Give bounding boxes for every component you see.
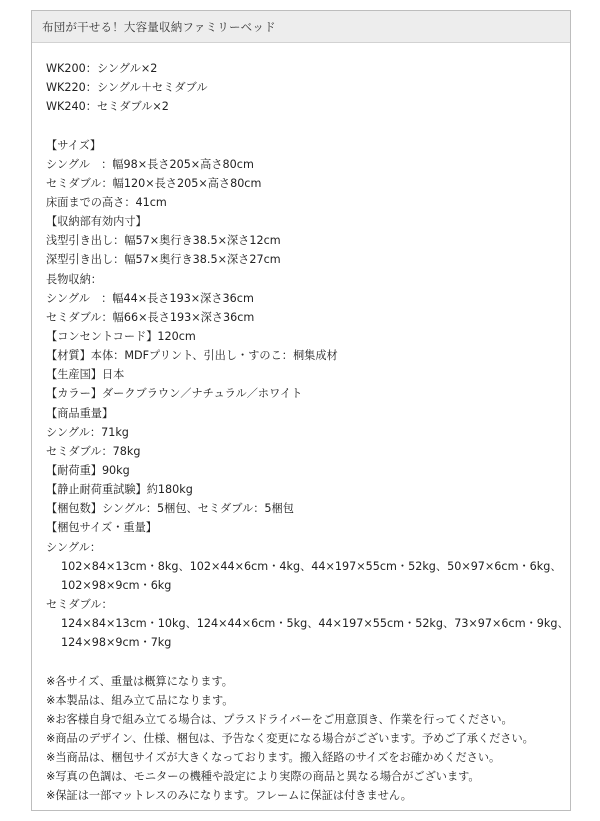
spec-static-load: 【静止耐荷重試験】約180kg <box>46 483 193 497</box>
notes-list <box>46 672 570 806</box>
spec-heading-package: 【梱包サイズ・重量】 <box>46 521 157 535</box>
spec-color: 【カラー】ダークブラウン／ナチュラル／ホワイト <box>46 387 303 401</box>
panel-header <box>32 11 570 43</box>
model-line: WK240：セミダブル×2 <box>46 100 169 114</box>
model-line: WK200：シングル×2 <box>46 62 158 75</box>
spec-package-count: 【梱包数】シングル：5梱包、セミダブル：5梱包 <box>46 502 294 516</box>
note-line: ※本製品は、組み立て品になります。 <box>46 693 234 707</box>
spec-line: セミダブル：幅120×長さ205×高さ80cm <box>46 176 262 190</box>
package-semi-line: 124×98×9cm・7kg <box>61 636 172 650</box>
package-semi-line: 124×84×13cm・10kg、124×44×6cm・5kg、44×197×55cm・52kg、73×97×6cm・9kg、 <box>61 617 569 631</box>
spacer <box>46 116 570 135</box>
spec-material: 【材質】本体：MDFプリント、引出し・すのこ：桐集成材 <box>46 349 338 363</box>
package-list <box>46 538 570 653</box>
spec-line: セミダブル：幅66×長さ193×深さ36cm <box>46 310 255 324</box>
package-single-label: シングル： <box>46 540 102 554</box>
panel-title: 布団が干せる！大容量収納ファミリーベッド <box>42 19 276 34</box>
package-single-line: 102×98×9cm・6kg <box>61 578 172 592</box>
spec-list <box>46 136 570 538</box>
spec-line: シングル ：幅44×長さ193×深さ36cm <box>46 291 254 305</box>
spec-line: 長物収納： <box>46 272 102 286</box>
spec-line: 深型引き出し：幅57×奥行き38.5×深さ27cm <box>46 253 281 267</box>
spec-body <box>32 43 570 805</box>
spec-line: セミダブル：78kg <box>46 444 141 458</box>
spec-heading-size: 【サイズ】 <box>46 138 102 152</box>
note-line: ※商品のデザイン、仕様、梱包は、予告なく変更になる場合がございます。予めご了承ください。 <box>46 731 534 745</box>
model-list <box>46 59 570 116</box>
spacer <box>46 652 570 671</box>
spec-origin: 【生産国】日本 <box>46 368 125 382</box>
product-spec-panel <box>31 10 571 811</box>
spec-line: 床面までの高さ：41cm <box>46 195 167 209</box>
spec-line: 浅型引き出し：幅57×奥行き38.5×深さ12cm <box>46 234 281 248</box>
note-line: ※各サイズ、重量は概算になります。 <box>46 674 233 688</box>
note-line: ※写真の色調は、モニターの機種や設定により実際の商品と異なる場合がございます。 <box>46 770 480 784</box>
spec-line: シングル ：幅98×長さ205×高さ80cm <box>46 157 254 171</box>
note-line: ※当商品は、梱包サイズが大きくなっております。搬入経路のサイズをお確かめください。 <box>46 751 501 765</box>
note-line: ※保証は一部マットレスのみになります。フレームに保証は付きません。 <box>46 789 412 803</box>
spec-line: シングル：71kg <box>46 425 129 439</box>
spec-cord: 【コンセントコード】120cm <box>46 329 196 343</box>
package-semi-label: セミダブル： <box>46 597 113 611</box>
spec-heading-weight: 【商品重量】 <box>46 406 114 420</box>
package-single-line: 102×84×13cm・8kg、102×44×6cm・4kg、44×197×55cm・52kg、50×97×6cm・6kg、 <box>61 559 562 573</box>
spec-load: 【耐荷重】90kg <box>46 463 130 477</box>
spec-heading-storage: 【収納部有効内寸】 <box>46 215 147 229</box>
model-line: WK220：シングル＋セミダブル <box>46 81 208 95</box>
note-line: ※お客様自身で組み立てる場合は、プラスドライバーをご用意頂き、作業を行ってください。 <box>46 712 513 726</box>
